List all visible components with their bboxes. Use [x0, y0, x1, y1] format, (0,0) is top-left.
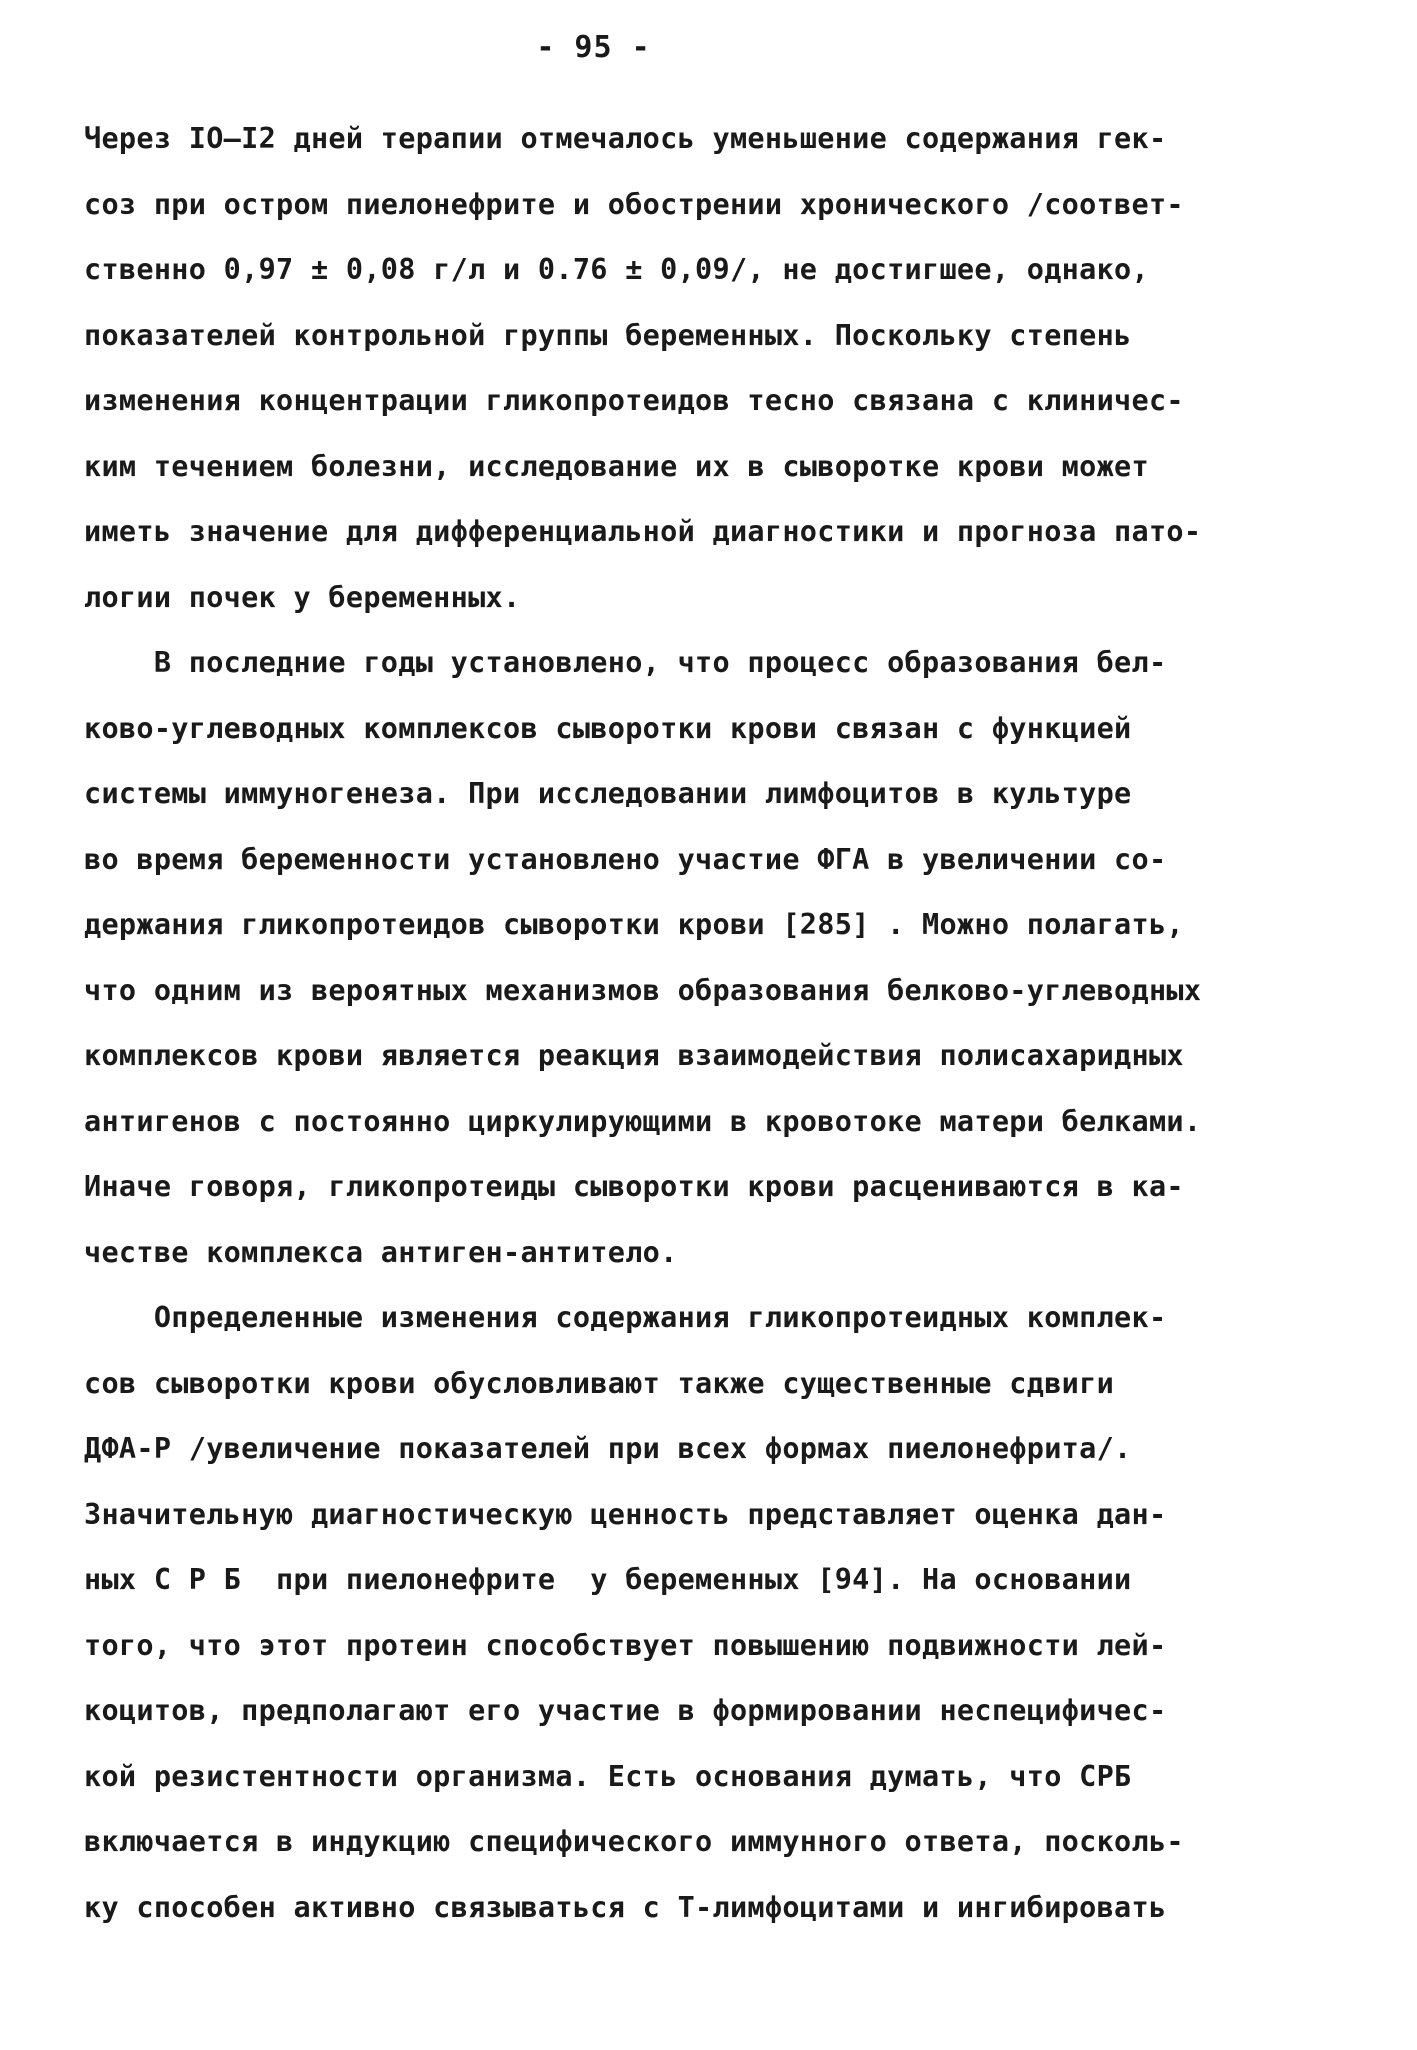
text-line: Определенные изменения содержания гликопротеидных комплек- — [84, 1301, 1167, 1334]
text-line: логии почек у беременных. — [84, 580, 521, 614]
text-line: честве комплекса антиген-антитело. — [84, 1235, 678, 1269]
text-line: системы иммуногенеза. При исследовании лимфоцитов в культуре — [84, 777, 1132, 810]
paragraph-3 — [84, 1285, 1344, 1940]
paragraph-2 — [84, 630, 1344, 1285]
text-line: во время беременности установлено участие ФГА в увеличении со- — [84, 842, 1167, 876]
text-line: комплексов крови является реакция взаимодействия полисахаридных — [84, 1039, 1184, 1072]
text-line: иметь значение для дифференциальной диагностики и прогноза пато- — [84, 515, 1202, 548]
text-line: показателей контрольной группы беременных. Поскольку степень — [84, 318, 1132, 352]
text-line: сов сыворотки крови обусловливают также существенные сдвиги — [84, 1366, 1115, 1400]
text-line: ственно 0,97 ± 0,08 г/л и 0.76 ± 0,09/, не достигшее, однако, — [84, 253, 1149, 286]
page-number: - 95 - — [536, 30, 651, 65]
text-line: изменения концентрации гликопротеидов тесно связана с клиничес- — [84, 384, 1184, 417]
text-line: ДФА-Р /увеличение показателей при всех формах пиелонефрита/. — [84, 1432, 1132, 1465]
text-line: соз при остром пиелонефрите и обострении хронического /соответ- — [84, 187, 1184, 221]
text-line: что одним из вероятных механизмов образования белково-углеводных — [84, 973, 1202, 1007]
text-line: антигенов с постоянно циркулирующими в кровотоке матери белками. — [84, 1104, 1202, 1138]
text-line: кой резистентности организма. Есть основания думать, что СРБ — [84, 1759, 1132, 1793]
text-line: В последние годы установлено, что процесс образования бел- — [84, 646, 1167, 679]
text-line: Через IO–I2 дней терапии отмечалось уменьшение содержания гек- — [84, 122, 1167, 155]
text-line: ково-углеводных комплексов сыворотки крови связан с функцией — [84, 711, 1132, 745]
text-line: ных С Р Б при пиелонефрите у беременных [94]. На основании — [84, 1563, 1132, 1596]
text-line: Значительную диагностическую ценность представляет оценка дан- — [84, 1497, 1167, 1531]
paragraph-1 — [84, 106, 1344, 630]
text-line: включается в индукцию специфического иммунного ответа, посколь- — [84, 1825, 1184, 1858]
text-line: Иначе говоря, гликопротеиды сыворотки крови расцениваются в ка- — [84, 1170, 1184, 1203]
text-line: ку способен активно связываться с Т-лимфоцитами и ингибировать — [84, 1890, 1167, 1924]
text-line: того, что этот протеин способствует повышению подвижности лей- — [84, 1628, 1167, 1662]
body-text — [84, 106, 1344, 1940]
text-line: коцитов, предполагают его участие в формировании неспецифичес- — [84, 1694, 1167, 1727]
text-line: держания гликопротеидов сыворотки крови [285] . Можно полагать, — [84, 908, 1184, 941]
text-line: ким течением болезни, исследование их в сыворотке крови может — [84, 449, 1149, 483]
